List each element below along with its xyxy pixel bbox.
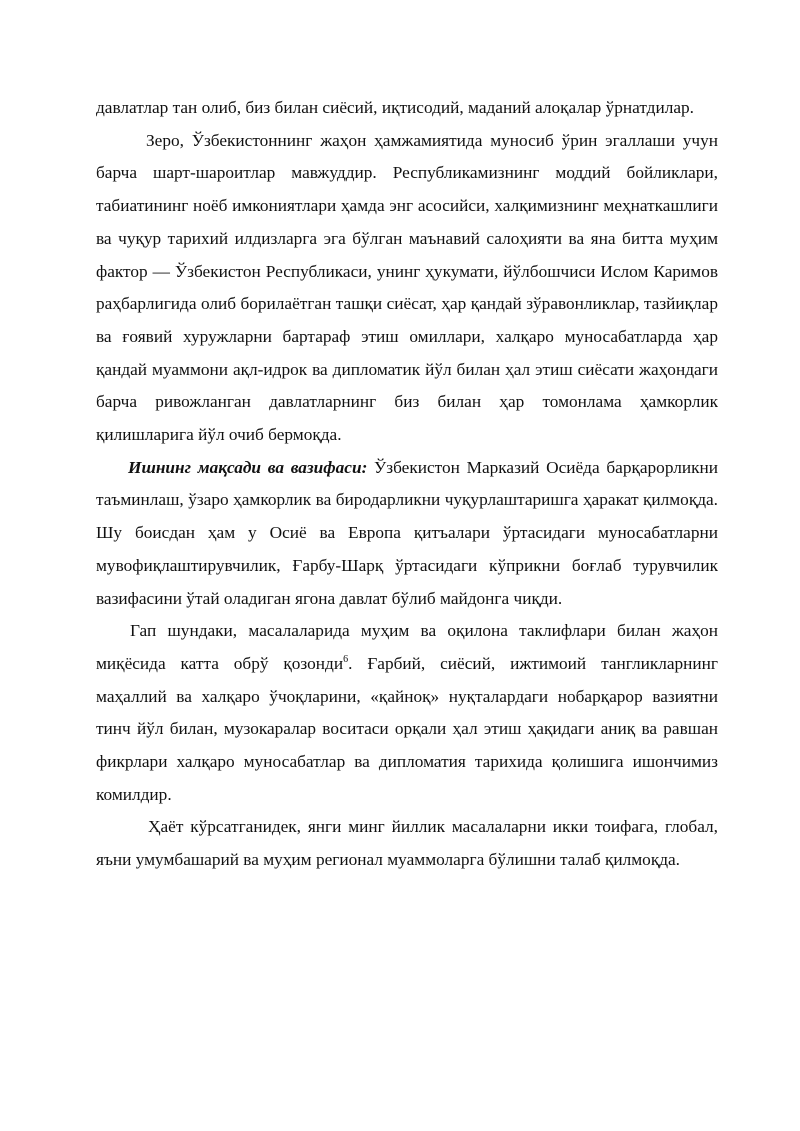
paragraph-3-text: Ўзбекистон Марказий Осиёда барқарорликни таъминлаш, ўзаро ҳамкорлик ва биродарликни чуқурлаштаришга ҳаракат қилмоқда. Шу боисдан ҳам у Осиё ва Европа қитъалари ўртасидаги муносабатларни мувофиқлаштирувчилик, Ғарбу-Шарқ ўртасидаги кўприкни боғлаб турувчилик вазифасини ўтай оладиган ягона давлат бўлиб майдонга чиқди.: [96, 457, 718, 608]
paragraph-2: Зеро, Ўзбекистоннинг жаҳон ҳамжамиятида муносиб ўрин эгаллаши учун барча шарт-шароитлар мавжуддир. Республикамизнинг моддий бойликлари, табиатининг ноёб имкониятлари ҳамда энг асосийси, халқимизнинг меҳнаткашлиги ва чуқур тарихий илдизларга эга бўлган маънавий салоҳияти ва яна битта муҳим фактор — Ўзбекистон Республикаси, унинг ҳукумати, йўлбошчиси Ислом Каримов раҳбарлигида олиб борилаётган ташқи сиёсат, ҳар қандай зўравонликлар, тазйиқлар ва ғоявий хуружларни бартараф этиш омиллари, халқаро муносабатларда ҳар қандай муаммони ақл-идрок ва дипломатик йўл билан ҳал этиш сиёсати жаҳондаги барча ривожланган давлатларнинг биз билан ҳар томонлама ҳамкорлик қилишларига йўл очиб бермоқда.: [96, 130, 718, 445]
paragraph-3-lead: Ишнинг мақсади ва вазифаси:: [128, 457, 368, 477]
paragraph-4-after: . Ғарбий, сиёсий, ижтимоий тангликларнинг маҳаллий ва халқаро ўчоқларини, «қайноқ» нуқталардаги нобарқарор вазиятни тинч йўл билан, музокаралар воситаси орқали ҳал этиш ҳақидаги аниқ ва равшан фикрлари халқаро муносабатлар ва дипломатия тарихида қолишига ишончимиз комилдир.: [96, 653, 718, 804]
paragraph-4-before: Гап шундаки, масалаларида муҳим ва оқилона таклифлари билан жаҳон миқёсида катта обрў қозонди: [96, 621, 718, 673]
paragraph-1: давлатлар тан олиб, биз билан сиёсий, иқтисодий, маданий алоқалар ўрнатдилар.: [96, 98, 694, 117]
footnote-marker: 6: [343, 654, 349, 666]
paragraph-4: [96, 615, 718, 811]
document-page: [96, 92, 718, 877]
paragraph-3: [96, 452, 718, 616]
paragraph-5: Ҳаёт кўрсатганидек, янги минг йиллик масалаларни икки тоифага, глобал, яъни умумбашарий ва муҳим регионал муаммоларга бўлишни талаб қилмоқда.: [96, 817, 718, 870]
